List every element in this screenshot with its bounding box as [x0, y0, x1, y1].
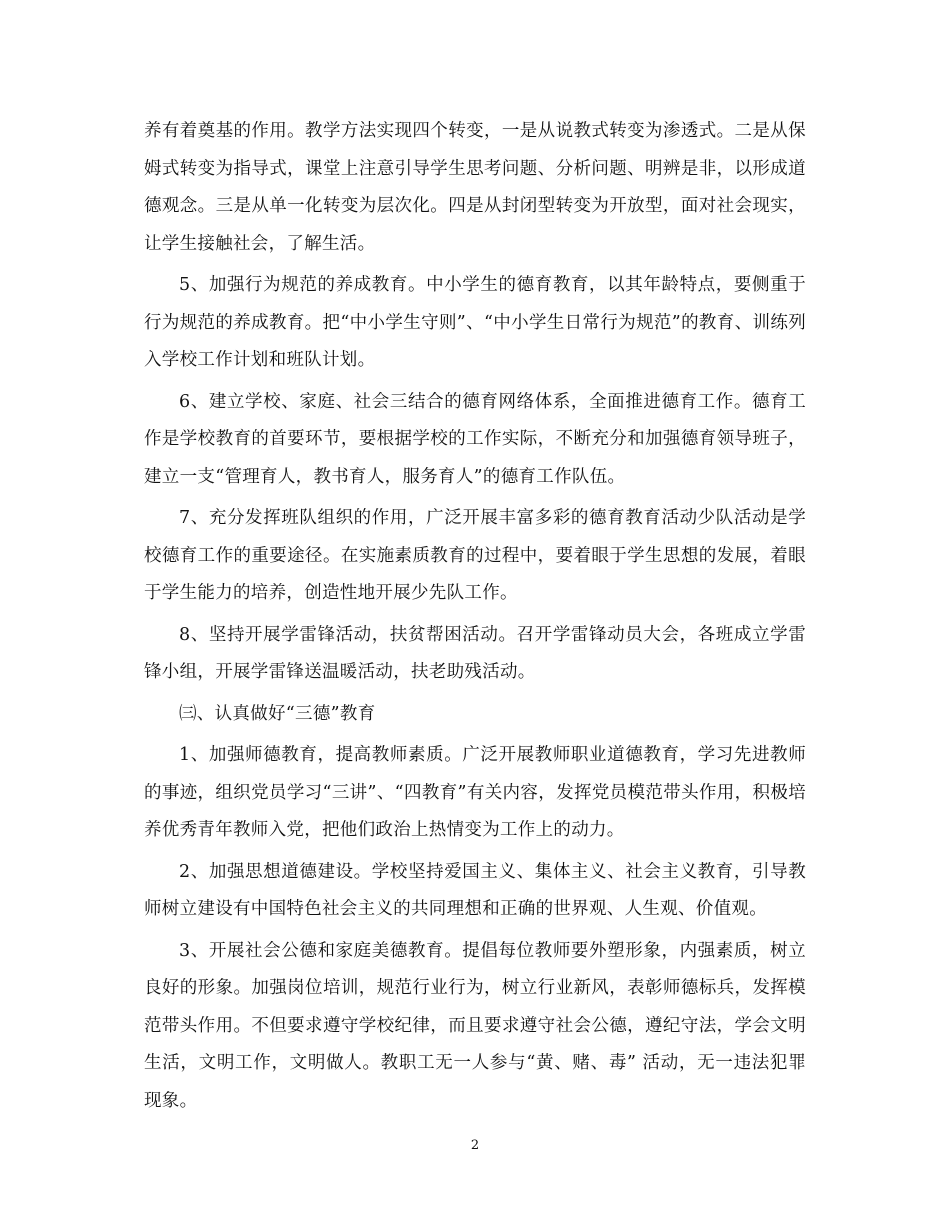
document-body — [144, 113, 806, 1124]
paragraph-moral-construction: 2、加强思想道德建设。学校坚持爱国主义、集体主义、社会主义教育，引导教师树立建设有中国特色社会主义的共同理想和正确的世界观、人生观、价值观。 — [144, 861, 806, 919]
paragraph-item-7: 7、充分发挥班队组织的作用，广泛开展丰富多彩的德育教育活动少队活动是学校德育工作的重要途径。在实施素质教育的过程中，要着眼于学生思想的发展，着眼于学生能力的培养，创造性地开展少先队工作。 — [144, 508, 806, 603]
paragraph-continued: 养有着奠基的作用。教学方法实现四个转变，一是从说教式转变为渗透式。二是从保姆式转变为指导式，课堂上注意引导学生思考问题、分析问题、明辨是非，以形成道德观念。三是从单一化转变为层次化。四是从封闭型转变为开放型，面对社会现实，让学生接触社会，了解生活。 — [144, 121, 806, 254]
paragraph-item-6: 6、建立学校、家庭、社会三结合的德育网络体系，全面推进德育工作。德育工作是学校教育的首要环节，要根据学校的工作实际，不断充分和加强德育领导班子，建立一支“管理育人，教书育人，服务育人”的德育工作队伍。 — [144, 391, 806, 487]
paragraph-teacher-ethics: 1、加强师德教育，提高教师素质。广泛开展教师职业道德教育，学习先进教师的事迹，组织党员学习“三讲”、“四教育”有关内容，发挥党员模范带头作用，积极培养优秀青年教师入党，把他们政治上热情变为工作上的动力。 — [144, 745, 806, 840]
paragraph-item-5: 5、加强行为规范的养成教育。中小学生的德育教育，以其年龄特点，要侧重于行为规范的养成教育。把“中小学生守则”、“中小学生日常行为规范”的教育、训练列入学校工作计划和班队计划。 — [144, 275, 806, 370]
page-number: 2 — [470, 1138, 480, 1153]
paragraph-social-family-ethics: 3、开展社会公德和家庭美德教育。提倡每位教师要外塑形象，内强素质，树立良好的形象。加强岗位培训，规范行业行为，树立行业新风，表彰师德标兵，发挥模范带头作用。不但要求遵守学校纪律，而且要求遵守社会公德，遵纪守法，学会文明生活，文明工作，文明做人。教职工无一人参与“黄、赌、毒” 活动，无一违法犯罪现象。 — [144, 940, 806, 1111]
paragraph-item-8: 8、坚持开展学雷锋活动，扶贫帮困活动。召开学雷锋动员大会，各班成立学雷锋小组，开展学雷锋送温暖活动，扶老助残活动。 — [144, 624, 806, 682]
section-heading-three-virtues: ㈢、认真做好“三德”教育 — [179, 703, 376, 724]
